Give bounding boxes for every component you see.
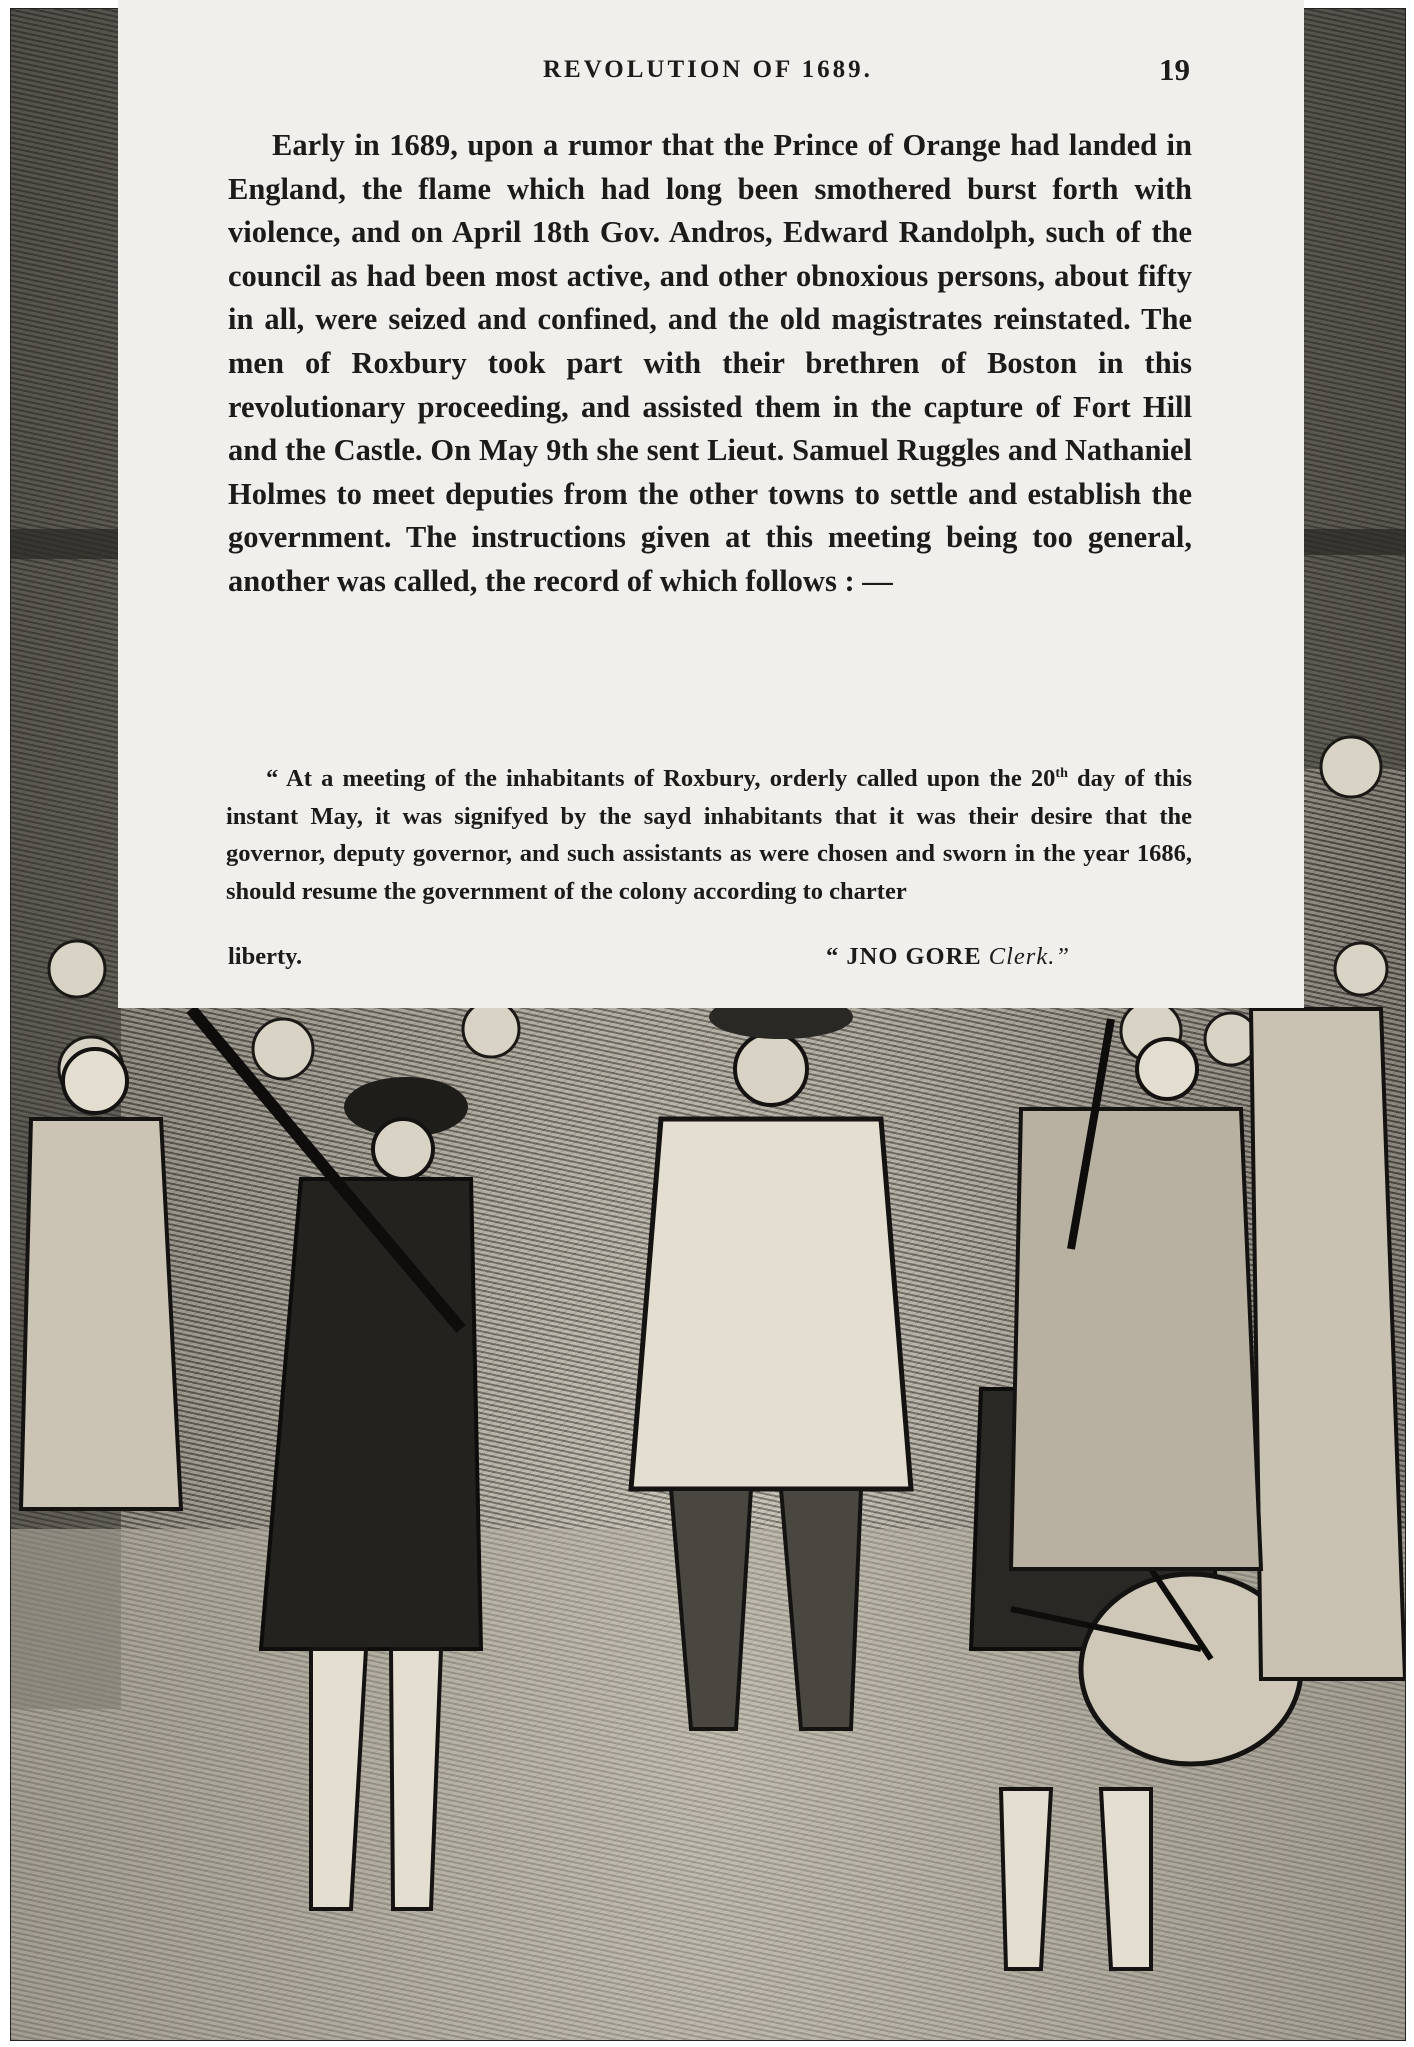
halberdier-figure (1011, 1019, 1261, 1569)
signature (826, 943, 1070, 971)
quoted-record (226, 760, 1192, 910)
boy-figure (21, 1049, 181, 1509)
text-panel (118, 0, 1304, 1008)
page-number: 19 (1159, 52, 1190, 87)
body-paragraph: Early in 1689, upon a rumor that the Prince of Orange had landed in England, the flame which had long been smothered burst forth with violence, and on April 18th Gov. Andros, Edward Randolph, such of the council as had been most active, and other obnoxious persons, about fifty in all, were seized and confined, and the old magistrates reinstated. The men of Roxbury took part with their brethren of Boston in this revolutionary proceeding, and assisted them in the capture of Fort Hill and the Castle. On May 9th she sent Lieut. Samuel Ruggles and Nathaniel Holmes to meet deputies from the other towns to settle and establish the government. The instructions given at this meeting being too general, another was called, the record of which follows : — (228, 128, 1192, 598)
signature-title: Clerk.” (988, 943, 1070, 970)
running-head (118, 52, 1304, 92)
woman-figure (1251, 1009, 1405, 1679)
signature-line (226, 943, 1192, 981)
quote-last-word: liberty. (228, 943, 303, 970)
quote-text-start: “ At a meeting of the inhabitants of Roxbury, orderly called upon the 20 (266, 765, 1056, 792)
signature-name: “ JNO GORE (826, 943, 982, 970)
quote-text-end: day of this instant May, it was signifyed by the sayd inhabitants that it was their desire that the governor, deputy governor, and such assistants as were chosen and sworn in the year 1686, should resume the government of the colony according to charter (226, 765, 1192, 905)
ordinal-suffix: th (1055, 765, 1068, 781)
running-title: REVOLUTION OF 1689. (543, 56, 873, 83)
